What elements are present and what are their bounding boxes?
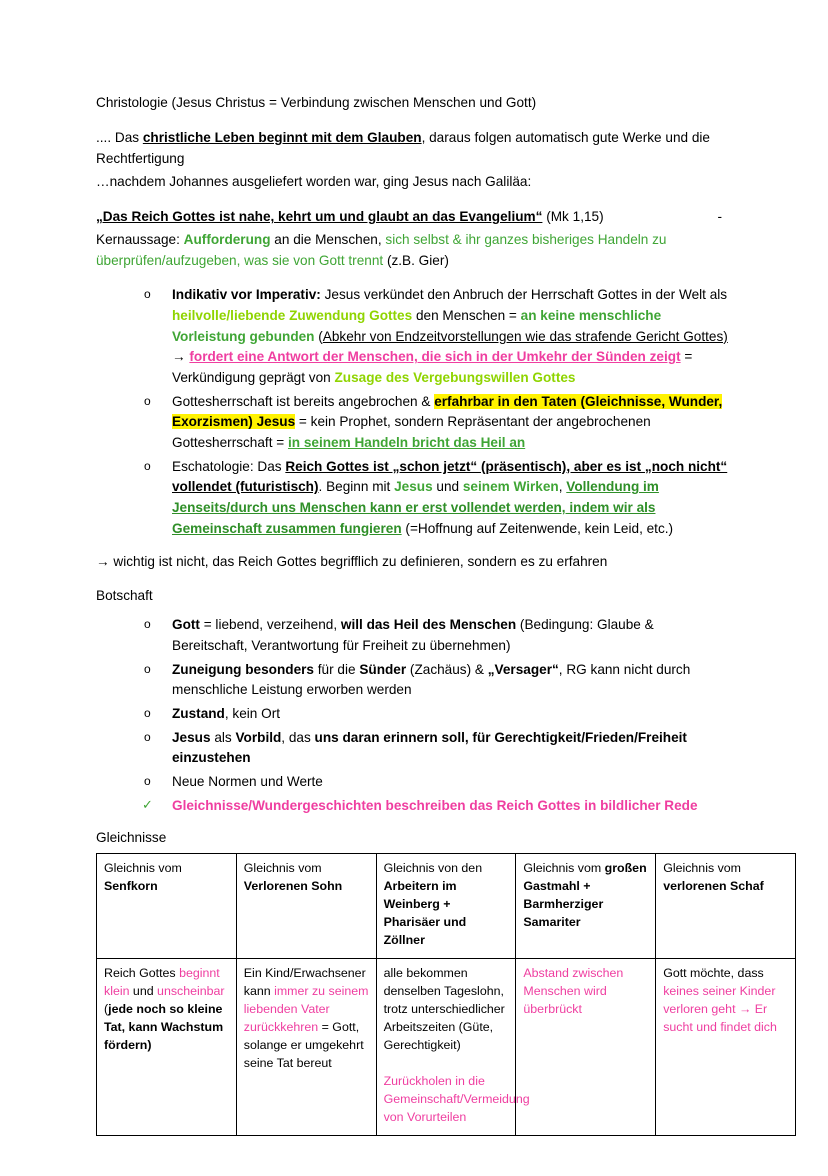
table-header-cell [236, 854, 376, 959]
bullet-list-botschaft [96, 615, 732, 816]
reich-bullet-1-segment-1: erfahrbar in den Taten (Gleichnisse, Wunder, Exorzismen) Jesus [172, 393, 723, 430]
table-cell-4-segment-0: Gott möchte, dass [663, 966, 764, 981]
reich-bullet-2-segment-6: , [558, 479, 567, 495]
botschaft-bullet-0-segment-1: = liebend, verzeihend, [199, 617, 341, 633]
table-cell-3-segment-0: Abstand zwischen Menschen wird überbrückt [523, 966, 624, 1017]
botschaft-bullet-item-text [172, 662, 690, 698]
reich-bullet-2-segment-7: Vollendung im Jenseits/durch uns Menschen kann er erst vollendet werden, indem wir als Gemeinschaft zusammen fungieren [172, 479, 659, 536]
botschaft-bullet-item-text [172, 798, 698, 813]
botschaft-bullet-item [142, 615, 732, 656]
reich-bullet-2-segment-2: . Beginn mit [318, 479, 395, 495]
botschaft-bullet-item [142, 796, 732, 817]
reich-bullet-0-segment-7: → [172, 349, 190, 365]
reich-bullet-0-segment-0: Indikativ vor Imperativ: [172, 287, 321, 303]
table-cell-0-segment-1: beginnt klein [104, 966, 220, 999]
table-body-cell [656, 959, 796, 1136]
reich-bullet-1-segment-2: = kein Prophet, sondern Repräsentant der angebrochenen Gottesherrschaft = [172, 414, 651, 451]
kernaussage-end: (z.B. Gier) [383, 253, 449, 269]
table-header-prefix-0: Gleichnis vom [104, 861, 182, 876]
table-header-cell [376, 854, 516, 959]
reich-bullet-item [142, 392, 732, 454]
quote-trailing-dash: - [717, 209, 722, 225]
intro-bold-phrase: christliche Leben beginnt mit dem Glauben [142, 130, 422, 146]
table-row [97, 959, 796, 1136]
intro-line2: …nachdem Johannes ausgeliefert worden war, ging Jesus nach Galiläa: [96, 174, 532, 190]
reich-bullet-item-text [172, 394, 722, 450]
botschaft-bullet-5-segment-0: Gleichnisse/Wundergeschichten beschreiben das Reich Gottes in bildlicher Rede [172, 797, 698, 813]
reich-bullet-item-text [172, 287, 728, 385]
table-cell-0-segment-3: unscheinbar [157, 984, 225, 999]
botschaft-bullet-1-segment-0: Zuneigung besonders [172, 661, 314, 677]
reich-bullet-2-segment-0: Eschatologie: Das [172, 458, 286, 474]
kernaussage-label: Kernaussage: [96, 232, 184, 248]
botschaft-bullet-3-segment-2: Vorbild [235, 729, 282, 745]
reich-bullet-0-segment-6: Abkehr von Endzeitvorstellungen wie das strafende Gericht Gottes) [322, 328, 728, 344]
gleichnisse-label: Gleichnisse [96, 830, 167, 846]
table-header-prefix-2: Gleichnis von den [383, 861, 483, 876]
reich-bullet-2-segment-5: seinem Wirken [462, 479, 559, 495]
reich-bullet-2-segment-8: (=Hoffnung auf Zeitenwende, kein Leid, etc.) [401, 520, 674, 536]
table-header-title-2: Arbeitern im Weinberg + Pharisäer und Zöllner [383, 879, 467, 948]
bullet-circle-icon: o [144, 393, 151, 408]
botschaft-bullet-3-segment-0: Jesus [172, 729, 211, 745]
bullet-list-reich-gottes [96, 285, 732, 539]
botschaft-bullet-0-segment-0: Gott [172, 617, 200, 633]
botschaft-bullet-item [142, 704, 732, 725]
intro-prefix: .... Das [96, 130, 143, 146]
quote-line [96, 206, 732, 227]
reich-bullet-item [142, 285, 732, 388]
section-heading-botschaft [96, 588, 732, 603]
arrow-note-text: → wichtig ist nicht, das Reich Gottes begrifflich zu definieren, sondern es zu erfahren [96, 554, 608, 570]
botschaft-bullet-1-segment-1: für die [313, 661, 360, 677]
botschaft-bullet-2-segment-0: Zustand [172, 706, 225, 721]
reich-bullet-0-segment-8: fordert eine Antwort der Menschen, die sich in der Umkehr der Sünden zeigt [189, 349, 681, 365]
botschaft-bullet-1-segment-4: „Versager“ [487, 661, 559, 677]
table-body-cell [516, 959, 656, 1136]
intro-paragraph-1 [96, 127, 732, 169]
bullet-circle-icon: o [144, 617, 151, 632]
reich-bullet-2-segment-4: und [432, 479, 463, 495]
table-cell-4-segment-1: keines seiner Kinder verloren geht → Er sucht und findet dich [663, 984, 777, 1035]
botschaft-bullet-item-text [172, 706, 280, 721]
reich-bullet-0-segment-9: = Verkündigung geprägt von [172, 349, 693, 386]
botschaft-label: Botschaft [96, 588, 153, 604]
table-header-prefix-4: Gleichnis vom [663, 861, 741, 876]
table-header-cell [516, 854, 656, 959]
botschaft-bullet-item-text [172, 730, 687, 766]
botschaft-bullet-item [142, 660, 732, 701]
reich-bullet-0-segment-10: Zusage des Vergebungswillen Gottes [334, 370, 576, 386]
reich-bullet-0-segment-3: den Menschen = [412, 308, 521, 324]
table-body-cell [236, 959, 376, 1136]
botschaft-bullet-1-segment-3: (Zachäus) & [406, 661, 488, 677]
kernaussage-mid: an die Menschen, [270, 232, 386, 248]
botschaft-bullet-4-segment-0: Neue Normen und Werte [172, 773, 323, 789]
intro-paragraph-2 [96, 171, 732, 192]
gleichnisse-table [96, 853, 796, 1136]
reich-bullet-item-text [172, 459, 727, 536]
botschaft-bullet-item [142, 772, 732, 793]
table-cell-0-segment-0: Reich Gottes [104, 966, 180, 981]
botschaft-bullet-item-text [172, 774, 323, 789]
table-cell-2-segment-2: Zurückholen in die Gemeinschaft/Vermeidung von Vorurteilen [383, 1074, 530, 1125]
bullet-circle-icon: o [144, 773, 151, 788]
table-cell-0-segment-2: und [129, 984, 158, 999]
table-body-cell [97, 959, 237, 1136]
botschaft-bullet-1-segment-5: , RG kann nicht durch menschliche Leistung erworben werden [172, 661, 691, 698]
kernaussage-highlight-1: Aufforderung [183, 232, 271, 248]
arrow-note [96, 551, 732, 572]
table-header-prefix-3: Gleichnis vom [523, 861, 605, 876]
botschaft-bullet-3-segment-1: als [210, 729, 236, 745]
bullet-circle-icon: o [144, 287, 151, 302]
botschaft-bullet-2-segment-1: , kein Ort [224, 706, 281, 721]
quote-reference: (Mk 1,15) [546, 209, 604, 225]
table-header-cell [656, 854, 796, 959]
quote-text: „Das Reich Gottes ist nahe, kehrt um und glaubt an das Evangelium“ [96, 209, 543, 225]
reich-bullet-1-segment-3: in seinem Handeln bricht das Heil an [287, 435, 526, 451]
table-header-row [97, 854, 796, 959]
reich-bullet-0-segment-1: Jesus verkündet den Anbruch der Herrschaft Gottes in der Welt als [320, 287, 728, 303]
intro-suffix: , daraus folgen automatisch gute Werke und die Rechtfertigung [96, 130, 710, 167]
table-header-cell [97, 854, 237, 959]
table-cell-2-segment-0: alle bekommen denselben Tageslohn, trotz unterschiedlicher Arbeitszeiten (Güte, Gerechtigkeit) [383, 966, 505, 1053]
reich-bullet-1-segment-0: Gottesherrschaft ist bereits angebrochen & [172, 393, 435, 409]
table-header-prefix-1: Gleichnis vom [243, 861, 322, 876]
botschaft-bullet-item-text [172, 617, 654, 653]
kernaussage-line [96, 229, 732, 271]
reich-bullet-0-segment-4: an keine menschliche Vorleistung gebunden [172, 308, 662, 344]
botschaft-bullet-3-segment-4: uns daran erinnern soll, für Gerechtigkeit/Frieden/Freiheit einzustehen [172, 729, 687, 766]
botschaft-bullet-0-segment-2: will das Heil des Menschen [340, 617, 517, 633]
bullet-circle-icon: o [144, 458, 151, 473]
bullet-circle-icon: o [144, 706, 151, 720]
table-header-title-1: Verlorenen Sohn [243, 879, 343, 894]
table-header-title-4: verlorenen Schaf [663, 879, 764, 894]
bullet-circle-icon: o [144, 729, 151, 744]
botschaft-bullet-3-segment-3: , das [281, 729, 315, 745]
kernaussage-highlight-2: sich selbst & ihr ganzes bisheriges Handeln zu überprüfen/aufzugeben, was sie von Gott trennt [96, 232, 667, 269]
table-cell-0-segment-5: jede noch so kleine Tat, kann Wachstum fördern) [104, 1002, 224, 1053]
table-header-title-3: großen Gastmahl + Barmherziger Samariter [523, 861, 647, 930]
check-icon: ✓ [142, 796, 153, 812]
reich-bullet-0-segment-2: heilvolle/liebende Zuwendung Gottes [172, 308, 413, 324]
botschaft-bullet-1-segment-2: Sünder [359, 661, 407, 677]
reich-bullet-item [142, 457, 732, 540]
reich-bullet-2-segment-1: Reich Gottes ist „schon jetzt“ (präsentisch), aber es ist „noch nicht“ vollendet (futuristisch) [172, 458, 728, 495]
bullet-circle-icon: o [144, 661, 151, 676]
reich-bullet-2-segment-3: Jesus [394, 479, 433, 495]
table-body-cell [376, 959, 530, 1136]
page-title-text: Christologie (Jesus Christus = Verbindung zwischen Menschen und Gott) [96, 95, 537, 110]
table-cell-1-segment-1: immer zu seinem liebenden Vater zurückkehren [243, 984, 369, 1035]
table-cell-1-segment-0: Ein Kind/Erwachsener kann [243, 966, 366, 999]
section-heading-gleichnisse [96, 830, 732, 845]
reich-bullet-0-segment-5: ( [314, 328, 323, 344]
botschaft-bullet-item [142, 728, 732, 769]
table-cell-1-segment-2: = Gott, solange er umgekehrt seine Tat bereut [243, 1020, 364, 1071]
table-header-title-0: Senfkorn [104, 879, 158, 894]
table-cell-0-segment-4: ( [104, 1002, 109, 1017]
botschaft-bullet-0-segment-3: (Bedingung: Glaube & Bereitschaft, Verantwortung für Freiheit zu übernehmen) [172, 617, 654, 654]
page-title [96, 92, 732, 113]
